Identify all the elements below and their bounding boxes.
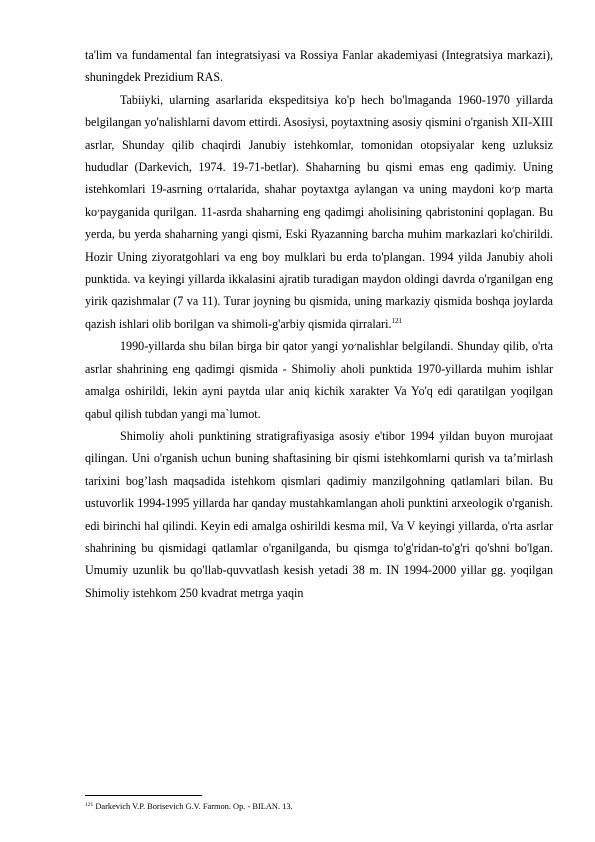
paragraph (85, 89, 553, 335)
paragraph: 1990-yillarda shu bilan birga bir qator yangi yo׳nalishlar belgilandi. Shunday qilib, o'rta asrlar shahrining eng qadimgi qismida - Shimoliy aholi punktida 1970-yillarda muhim ishlar amalga oshirildi, lekin ayni paytda ular aniq kichik xarakter Va Yo'q edi qaratilgan yoqilgan qabul qilish tubdan yangi ma`lumot. (85, 339, 553, 421)
footnote-marker: 121 (85, 802, 94, 808)
paragraph-text: Tabiiyki, ularning asarlarida ekspeditsiya ko'p hech bo'lmaganda 1960-1970 yillarda belgilangan yo'nalishlarni davom ettirdi. Asosiysi, poytaxtning asosiy qismini o'rganish XII-XIII asrlar, Shunday qilib chaqirdi Janubiy istehkomlar, tomonidan otopsiyalar keng uzluksiz hududlar (Darkevich, 1974. 19-71-betlar). Shaharning bu qismi emas eng qadimiy. Uning istehkomlari 19-asrning o׳rtalarida, shahar poytaxtga aylangan va uning maydoni ko׳p marta ko׳payganida qurilgan. 11-asrda shaharning eng qadimgi aholisining qabristonini qoplagan. Bu yerda, bu yerda shaharning yangi qismi, Eski Ryazanning barcha muhim markazlari ko'chirildi. Hozir Uning ziyoratgohlari va eng boy mulklari bu erda to'plangan. 1994 yilda Janubiy aholi punktida. va keyingi yillarda ikkalasini ajratib turadigan maydon oldingi davrda o'rganilgan eng yirik qazishmalar (7 va 11). Turar joyning bu qismida, uning markaziy qismida boshqa joylarda qazish ishlari olib borilgan va shimoli-g'arbiy qismida qirralari. (85, 92, 553, 331)
footnote-reference: 121 (391, 316, 402, 325)
footnote-divider (85, 795, 202, 796)
footnote (85, 801, 553, 812)
paragraph: Shimoliy aholi punktining stratigrafiyasiga asosiy e'tibor 1994 yildan buyon murojaat qilingan. Uni o'rganish uchun buning shaftasining bir qismi istehkomlarni qurish va ta’mirlash tarixini bog’lash maqsadida istehkom qismlari qadimiy manzilgohning qatlamlari bilan. Bu ustuvorlik 1994-1995 yillarda har qanday mustahkamlangan aholi punktini arxeologik o'rganish. edi birinchi hal qilindi. Keyin edi amalga oshirildi kesma mil, Va V keyingi yillarda, o'rta asrlar shahrining bu qismidagi qatlamlar o'rganilganda, bu qismga to'g'ridan-to'g'ri qo'shni bo'lgan. Umumiy uzunlik bu qo'llab-quvvatlash kesish yetadi 38 m. IN 1994-2000 yillar gg. yoqilgan Shimoliy istehkom 250 kvadrat metrga yaqin (85, 428, 553, 600)
document-body (85, 44, 553, 604)
paragraph: ta'lim va fundamental fan integratsiyasi va Rossiya Fanlar akademiyasi (Integratsiya markazi), shuningdek Prezidium RAS. (85, 48, 553, 85)
footnote-text: Darkevich V.P. Borisevich G.V. Farmon. Op. - BILAN. 13. (95, 802, 293, 811)
